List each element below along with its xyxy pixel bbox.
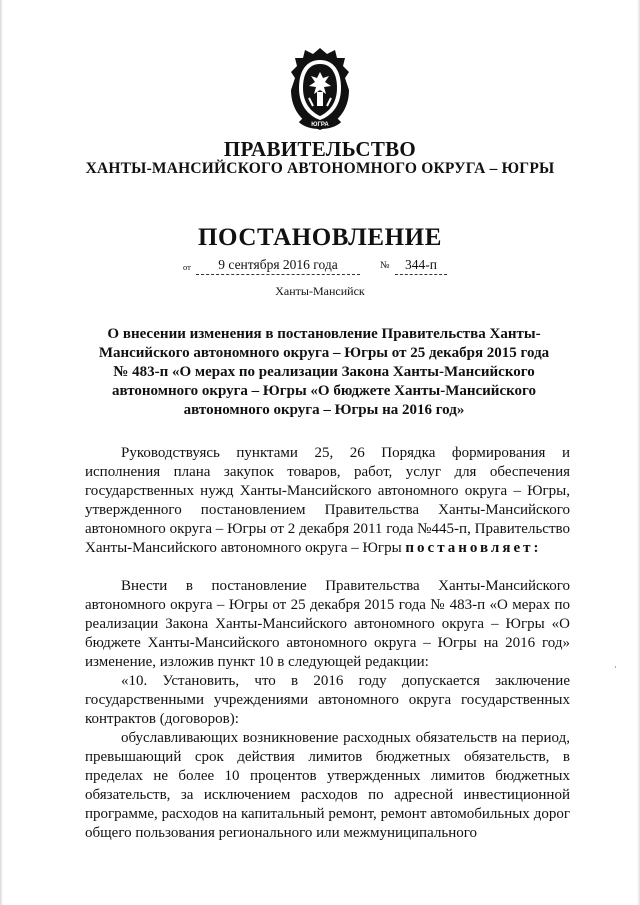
government-title: ПРАВИТЕЛЬСТВО: [223, 137, 417, 161]
preamble-paragraph: [85, 444, 570, 558]
document-date: 9 сентября 2016 года: [196, 257, 360, 275]
scan-edge-left: [0, 0, 3, 905]
paragraph-obligations: обуславливающих возникновение расходных обязательств на период, превышающий срок действия лимитов бюджетных обязательств, в пределах не более 10 процентов утвержденных лимитов бюджетных обязательств, за исключением расходов по адресной инвестиционной программе, расходов на капитальный ремонт, ремонт автомобильных дорог общего пользования регионального или межмуниципального: [85, 730, 570, 841]
subject-line: Мансийского автономного округа – Югры от 25 декабря 2015 года: [98, 345, 550, 361]
government-subtitle: ХАНТЫ-МАНСИЙСКОГО АВТОНОМНОГО ОКРУГА – ЮГРЫ: [85, 160, 555, 177]
date-prefix: от: [183, 262, 191, 272]
document-number: 344-п: [395, 257, 447, 275]
document-meta-row: [0, 257, 640, 279]
document-body: [85, 444, 570, 843]
issue-place: Ханты-Мансийск: [275, 284, 365, 298]
subject-line: № 483-п «О мерах по реализации Закона Ханты-Мансийского: [113, 364, 535, 380]
coat-of-arms-emblem: [287, 46, 353, 132]
paragraph-item-10: «10. Установить, что в 2016 году допускается заключение государственными учреждениями автономного округа государственных контрактов (договоров):: [85, 673, 570, 727]
document-subject: [96, 325, 552, 420]
scan-speck: ·: [614, 662, 617, 672]
subject-line: О внесении изменения в постановление Правительства Ханты-: [107, 326, 541, 342]
resolves-word: постановляет:: [405, 540, 542, 556]
number-prefix: №: [380, 260, 390, 271]
paragraph-amendment: Внести в постановление Правительства Ханты-Мансийского автономного округа – Югры от 25 декабря 2015 года № 483-п «О мерах по реализации Закона Ханты-Мансийского автономного округа – Югры «О бюджете Ханты-Мансийского автономного округа – Югры на 2016 год» изменение, изложив пункт 10 в следующей редакции:: [85, 578, 570, 670]
subject-line: автономного округа – Югры на 2016 год»: [183, 402, 465, 418]
subject-line: автономного округа – Югры «О бюджете Ханты-Мансийского: [112, 383, 536, 399]
document-type-heading: ПОСТАНОВЛЕНИЕ: [197, 224, 443, 251]
preamble-text: Руководствуясь пунктами 25, 26 Порядка формирования и исполнения плана закупок товаров, работ, услуг для обеспечения государственных нужд Ханты-Мансийского автономного округа – Югры, утвержденного постановлением Правительства Ханты-Мансийского автономного округа – Югры от 2 декабря 2011 года №445-п, Правительство Ханты-Мансийского автономного округа – Югры: [85, 445, 570, 556]
emblem-ribbon-text: ЮГРА: [311, 122, 329, 128]
